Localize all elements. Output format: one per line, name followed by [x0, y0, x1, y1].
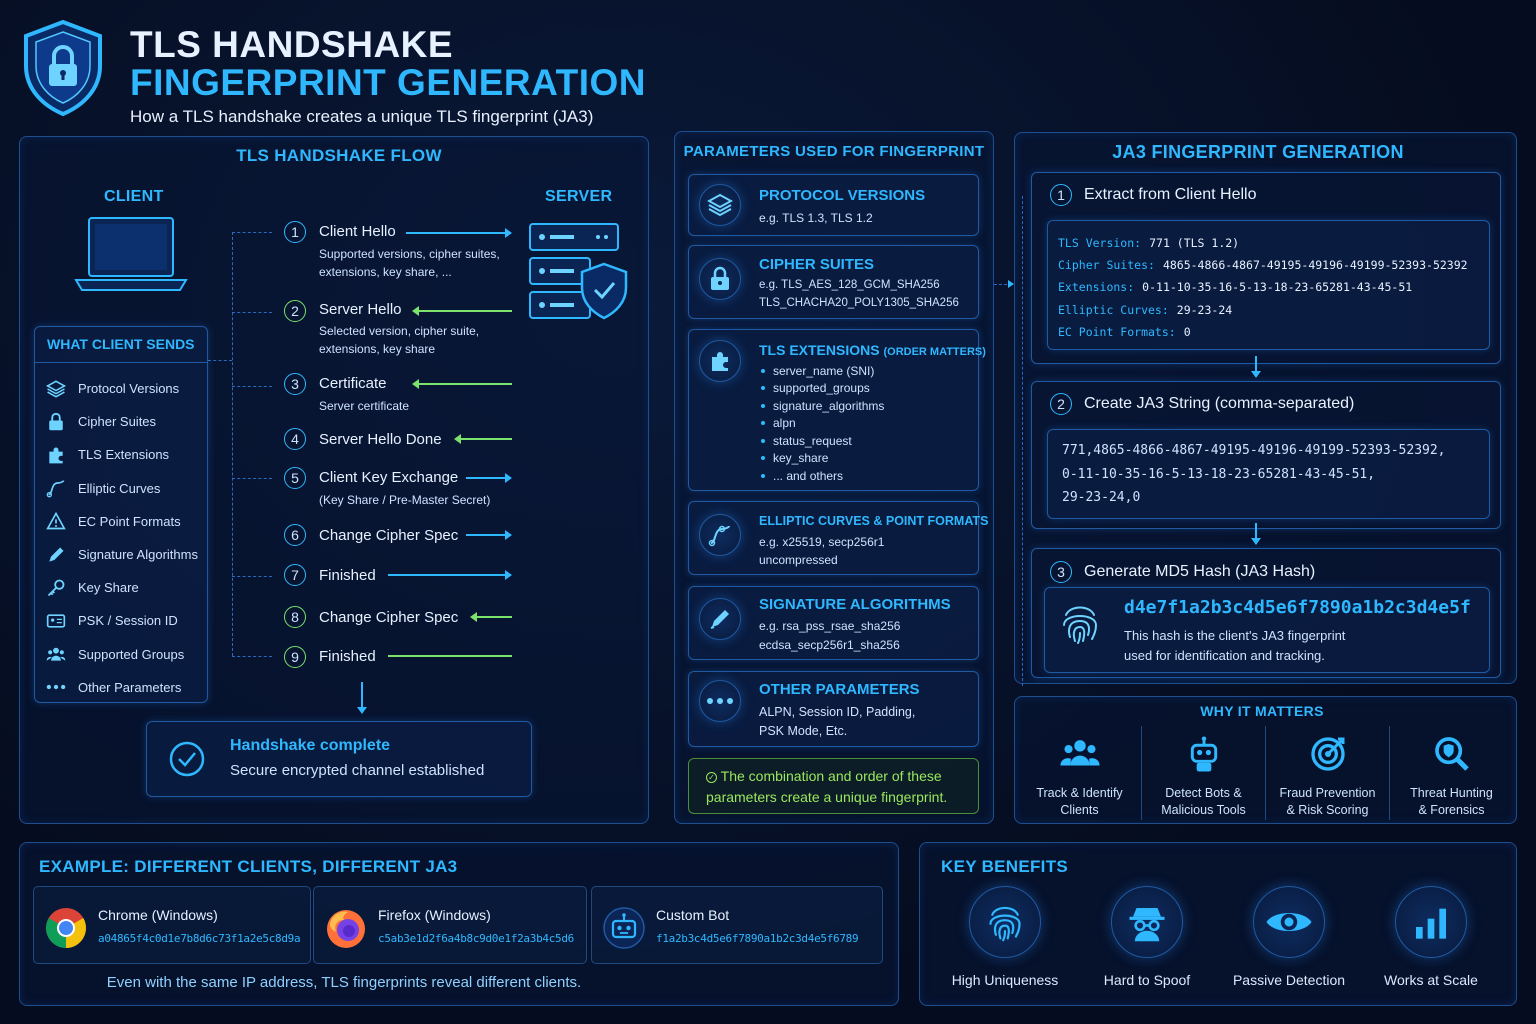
server-icon — [528, 222, 632, 322]
client-sends-item — [44, 472, 204, 505]
flow-connector-line — [232, 232, 233, 656]
extensions-list — [759, 362, 969, 485]
users-icon — [1060, 730, 1100, 778]
step-number-2: 2 — [284, 300, 306, 322]
step-title-9: Finished — [319, 648, 376, 665]
extension-item-label: server_name (SNI) — [773, 363, 875, 378]
curve-icon — [44, 478, 68, 498]
step-desc-1b: extensions, key share, ... — [319, 265, 452, 279]
page-subtitle: How a TLS handshake creates a unique TLS fingerprint (JA3) — [130, 107, 594, 126]
client-example-card — [591, 886, 883, 964]
param-note-line1 — [706, 768, 942, 784]
arrow-to-server — [466, 534, 510, 536]
extension-item — [759, 397, 969, 415]
extension-item-label: signature_algorithms — [773, 398, 885, 413]
benefits-title: KEY BENEFITS — [941, 857, 1069, 876]
client-sends-list — [44, 372, 204, 704]
why-item — [1265, 726, 1389, 820]
ja3-string-line1: 771,4865-4866-4867-49195-49196-49199-52393-52392, — [1062, 443, 1446, 458]
ja3-step3-number: 3 — [1050, 561, 1072, 583]
param-cipher-line1: e.g. TLS_AES_128_GCM_SHA256 — [759, 279, 940, 291]
client-sends-item — [44, 372, 204, 405]
ja3-extract-value: 771 (TLS 1.2) — [1149, 236, 1240, 251]
key-icon — [44, 578, 68, 598]
extension-item — [759, 362, 969, 380]
bullet-icon — [761, 369, 765, 373]
param-curves-line1: e.g. x25519, secp256r1 — [759, 535, 885, 549]
step-desc-2: Selected version, cipher suite, — [319, 324, 480, 338]
step-desc-5: (Key Share / Pre-Master Secret) — [319, 493, 491, 507]
ja3-step3-title: Generate MD5 Hash (JA3 Hash) — [1084, 563, 1316, 580]
step-number-1: 1 — [284, 221, 306, 243]
param-note-line2: parameters create a unique fingerprint. — [706, 789, 948, 805]
client-sends-item — [44, 638, 204, 671]
down-arrow — [1255, 523, 1257, 543]
ja3-extract-key: Extensions: — [1058, 280, 1135, 295]
client-sends-item-label: Other Parameters — [78, 679, 182, 695]
ja3-extract-row — [1058, 299, 1488, 321]
extension-item — [759, 467, 969, 485]
client-example-card — [33, 886, 311, 964]
ja3-hash-value: d4e7f1a2b3c4d5e6f7890a1b2c3d4e5f — [1124, 597, 1471, 618]
client-sends-title: WHAT CLIENT SENDS — [47, 336, 195, 352]
step-desc-2b: extensions, key share — [319, 342, 436, 356]
step-title-5: Client Key Exchange — [319, 469, 459, 486]
robot-icon — [1186, 730, 1222, 778]
client-sends-item-label: TLS Extensions — [78, 447, 170, 463]
extension-item-label: status_request — [773, 433, 852, 448]
logo-shield-icon — [20, 18, 106, 118]
puzzle-icon — [699, 340, 741, 382]
arrow-to-server — [466, 477, 510, 479]
arrow-to-client — [472, 616, 512, 618]
why-item — [1389, 726, 1513, 820]
step-number-9: 9 — [284, 646, 306, 668]
client-sends-item-label: Key Share — [78, 580, 139, 596]
flow-connector-line — [232, 232, 272, 233]
arrow-to-client — [414, 310, 512, 312]
client-sends-item-label: Supported Groups — [78, 646, 185, 662]
server-label: SERVER — [545, 188, 613, 205]
extension-item — [759, 380, 969, 398]
client-sends-item — [44, 604, 204, 637]
example-title: EXAMPLE: DIFFERENT CLIENTS, DIFFERENT JA3 — [39, 857, 458, 876]
step-number-6: 6 — [284, 524, 306, 546]
param-other-line2: PSK Mode, Etc. — [759, 724, 848, 738]
step-title-2: Server Hello — [319, 301, 402, 318]
extension-item — [759, 432, 969, 450]
extension-item-label: ... and others — [773, 468, 844, 483]
example-clients — [33, 886, 883, 964]
param-other-title: OTHER PARAMETERS — [759, 681, 920, 698]
ja3-extract-row — [1058, 254, 1488, 276]
step-title-1: Client Hello — [319, 223, 396, 240]
benefit-item — [1076, 886, 1218, 996]
bar-chart-icon — [1395, 886, 1467, 958]
fingerprint-icon — [969, 886, 1041, 958]
laptop-icon — [74, 216, 188, 294]
arrow-to-client — [456, 438, 512, 440]
client-label: CLIENT — [104, 188, 164, 205]
ja3-title: JA3 FINGERPRINT GENERATION — [1112, 142, 1404, 162]
ja3-hash-desc2: used for identification and tracking. — [1124, 648, 1325, 663]
client-example-name: Chrome (Windows) — [98, 907, 218, 923]
client-sends-item — [44, 538, 204, 571]
ja3-hash-desc1: This hash is the client's JA3 fingerprint — [1124, 628, 1346, 643]
lock-icon — [44, 412, 68, 432]
ja3-extract-rows — [1058, 232, 1488, 343]
flow-connector-line — [232, 576, 272, 577]
ja3-extract-value: 4865-4866-4867-49195-49196-49199-52393-52392 — [1162, 258, 1468, 273]
bullet-icon — [761, 386, 765, 390]
flow-connector-line — [232, 312, 272, 313]
ja3-extract-value: 29-23-24 — [1176, 302, 1233, 317]
ja3-string-line3: 29-23-24,0 — [1062, 490, 1141, 505]
extension-item-label: key_share — [773, 451, 829, 466]
step-desc-3: Server certificate — [319, 399, 410, 413]
client-sends-item — [44, 438, 204, 471]
step-number-5: 5 — [284, 467, 306, 489]
ja3-extract-row — [1058, 321, 1488, 343]
why-item-line2: Clients — [1060, 803, 1099, 817]
bot-icon — [602, 906, 646, 950]
client-example-hash: a04865f4c0d1e7b8d6c73f1a2e5c8d9a — [98, 932, 301, 945]
bullet-icon — [761, 421, 765, 425]
client-example-hash: f1a2b3c4d5e6f7890a1b2c3d4e5f6789 — [656, 932, 859, 945]
ja3-extract-key: Elliptic Curves: — [1058, 302, 1169, 317]
benefit-item — [934, 886, 1076, 996]
arrow-to-server — [388, 574, 510, 576]
step-number-8: 8 — [284, 606, 306, 628]
extension-item — [759, 450, 969, 468]
extension-item-label: alpn — [773, 416, 796, 431]
client-sends-item — [44, 405, 204, 438]
step-number-4: 4 — [284, 428, 306, 450]
why-item — [1018, 726, 1141, 820]
param-cipher-line2: TLS_CHACHA20_POLY1305_SHA256 — [759, 297, 959, 309]
client-example-hash: c5ab3e1d2f6a4b8c9d0e1f2a3b4c5d6 — [378, 932, 574, 945]
param-sig-line1: e.g. rsa_pss_rsae_sha256 — [759, 619, 901, 633]
eye-icon — [1253, 886, 1325, 958]
magnifier-shield-icon — [1432, 730, 1472, 778]
param-extensions-title — [759, 342, 986, 358]
step-number-7: 7 — [284, 564, 306, 586]
param-extensions-title-text: TLS EXTENSIONS — [759, 342, 880, 358]
step-title-4: Server Hello Done — [319, 431, 442, 448]
more-dots-icon — [44, 683, 68, 691]
handshake-complete-desc: Secure encrypted channel established — [230, 762, 485, 779]
ja3-step2-title: Create JA3 String (comma-separated) — [1084, 395, 1355, 412]
param-protocol-line1: e.g. TLS 1.3, TLS 1.2 — [759, 211, 873, 225]
warning-triangle-icon — [44, 511, 68, 531]
ja3-extract-row — [1058, 232, 1488, 254]
ja3-step1-number: 1 — [1050, 184, 1072, 206]
lock-icon — [699, 258, 741, 300]
puzzle-icon — [44, 445, 68, 465]
ja3-extract-key: TLS Version: — [1058, 236, 1142, 251]
ja3-step2-number: 2 — [1050, 393, 1072, 415]
why-title: WHY IT MATTERS — [1200, 703, 1324, 719]
param-curves-title: ELLIPTIC CURVES & POINT FORMATS — [759, 514, 989, 528]
flow-connector-line — [232, 478, 272, 479]
ja3-extract-value: 0 — [1183, 324, 1191, 339]
param-curves-line2: uncompressed — [759, 553, 838, 567]
client-sends-item-label: Signature Algorithms — [78, 547, 198, 563]
users-icon — [44, 644, 68, 664]
bullet-icon — [761, 439, 765, 443]
ja3-extract-value: 0-11-10-35-16-5-13-18-23-65281-43-45-51 — [1142, 280, 1413, 295]
page-title-line2: FINGERPRINT GENERATION — [130, 62, 646, 103]
bullet-icon — [761, 474, 765, 478]
step-title-7: Finished — [319, 567, 376, 584]
benefit-item — [1360, 886, 1502, 996]
check-small-icon: ✓ — [706, 772, 717, 783]
id-card-icon — [44, 611, 68, 631]
benefit-item-label: High Uniqueness — [951, 972, 1059, 988]
benefits-items — [934, 886, 1502, 996]
down-arrow — [361, 682, 363, 712]
client-sends-divider — [35, 362, 207, 363]
connector-line — [1022, 196, 1023, 686]
curve-icon — [699, 514, 741, 556]
param-protocol-title: PROTOCOL VERSIONS — [759, 187, 926, 204]
flow-connector-line — [232, 386, 272, 387]
client-sends-item — [44, 571, 204, 604]
why-item-line2: & Risk Scoring — [1286, 803, 1369, 817]
client-sends-item-label: PSK / Session ID — [78, 613, 178, 629]
benefit-item-label: Works at Scale — [1384, 972, 1478, 988]
client-sends-item-label: Protocol Versions — [78, 381, 180, 397]
why-item-line2: & Forensics — [1418, 803, 1485, 817]
benefit-item-label: Passive Detection — [1232, 972, 1346, 988]
client-sends-item-label: EC Point Formats — [78, 513, 181, 529]
why-item-line1: Threat Hunting — [1410, 786, 1493, 800]
client-sends-item-label: Elliptic Curves — [78, 480, 161, 496]
client-example-name: Custom Bot — [656, 907, 730, 923]
page-title-line1: TLS HANDSHAKE — [130, 24, 454, 65]
why-items — [1018, 726, 1513, 820]
param-extensions-note: (ORDER MATTERS) — [883, 346, 986, 358]
pen-icon — [699, 598, 741, 640]
benefit-item — [1218, 886, 1360, 996]
ja3-extract-key: EC Point Formats: — [1058, 324, 1176, 339]
step-number-3: 3 — [284, 373, 306, 395]
handshake-flow-title: TLS HANDSHAKE FLOW — [236, 146, 442, 165]
step-title-3: Certificate — [319, 375, 387, 392]
param-sig-title: SIGNATURE ALGORITHMS — [759, 596, 951, 613]
benefit-item-label: Hard to Spoof — [1103, 972, 1191, 988]
client-example-name: Firefox (Windows) — [378, 907, 491, 923]
param-note-box — [688, 758, 979, 814]
spy-icon — [1111, 886, 1183, 958]
down-arrow — [1255, 356, 1257, 376]
more-dots-icon — [699, 680, 741, 722]
pen-icon — [44, 545, 68, 565]
bullet-icon — [761, 404, 765, 408]
why-item-line1: Detect Bots & — [1165, 786, 1242, 800]
ja3-extract-key: Cipher Suites: — [1058, 258, 1155, 273]
ja3-step1-title: Extract from Client Hello — [1084, 186, 1257, 203]
why-item — [1141, 726, 1265, 820]
parameters-title: PARAMETERS USED FOR FINGERPRINT — [683, 143, 985, 160]
extension-item-label: supported_groups — [773, 381, 870, 396]
step-title-6: Change Cipher Spec — [319, 527, 459, 544]
chrome-icon — [44, 906, 88, 950]
why-item-line2: Malicious Tools — [1161, 803, 1246, 817]
ja3-string-line2: 0-11-10-35-16-5-13-18-23-65281-43-45-51, — [1062, 467, 1376, 482]
layers-icon — [44, 379, 68, 399]
param-note-text1: The combination and order of these — [720, 768, 942, 784]
target-icon — [1308, 730, 1348, 778]
client-sends-item-label: Cipher Suites — [78, 414, 157, 430]
why-item-line1: Fraud Prevention — [1279, 786, 1376, 800]
extension-item — [759, 415, 969, 433]
check-circle-icon — [168, 740, 206, 778]
client-sends-item — [44, 671, 204, 704]
arrow-to-client — [388, 655, 512, 657]
arrow-to-client — [414, 383, 512, 385]
step-desc-1: Supported versions, cipher suites, — [319, 247, 500, 261]
fingerprint-icon — [1058, 599, 1102, 647]
bullet-icon — [761, 456, 765, 460]
flow-connector-line — [208, 360, 232, 361]
client-example-card — [313, 886, 587, 964]
handshake-complete-title: Handshake complete — [230, 737, 391, 754]
step-title-8: Change Cipher Spec — [319, 609, 459, 626]
flow-connector-line — [232, 656, 272, 657]
param-other-line1: ALPN, Session ID, Padding, — [759, 705, 916, 719]
client-sends-item — [44, 505, 204, 538]
firefox-icon — [324, 906, 368, 950]
ja3-extract-row — [1058, 276, 1488, 298]
arrow-to-server — [406, 232, 510, 234]
param-sig-line2: ecdsa_secp256r1_sha256 — [759, 638, 900, 652]
why-item-line1: Track & Identify — [1036, 786, 1123, 800]
example-footer: Even with the same IP address, TLS fingerprints reveal different clients. — [106, 974, 582, 991]
layers-icon — [699, 184, 741, 226]
param-cipher-title: CIPHER SUITES — [759, 256, 875, 273]
